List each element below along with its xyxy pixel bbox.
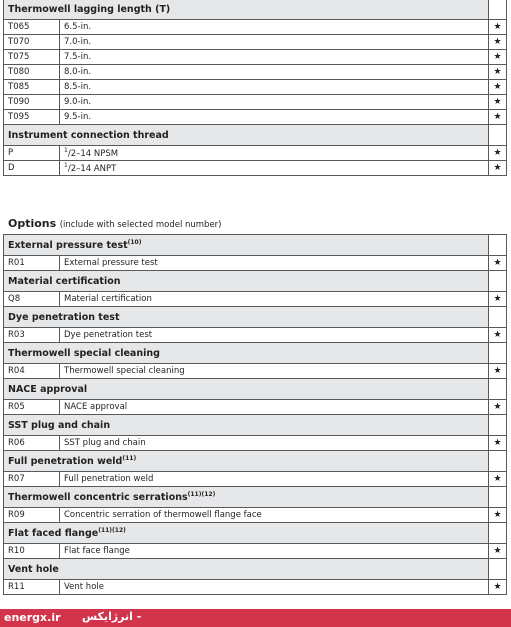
table-row <box>4 80 507 95</box>
table-row <box>4 20 507 35</box>
header-blank-cell <box>489 379 507 400</box>
option-header-row <box>4 271 507 292</box>
table-row <box>4 292 507 307</box>
footnote-ref: (11) <box>122 454 137 462</box>
option-description <box>60 364 489 379</box>
description-text: 9.0-in. <box>64 97 92 107</box>
description-text: 8.0-in. <box>64 67 92 77</box>
description-text: 7.5-in. <box>64 52 92 62</box>
standard-offering-star: ★ <box>489 110 507 125</box>
option-description <box>60 110 489 125</box>
description-text: 7.0-in. <box>64 37 92 47</box>
table-row <box>4 580 507 595</box>
option-header-row <box>4 307 507 328</box>
model-code: T070 <box>4 35 60 50</box>
section-header-text: Flat faced flange <box>8 528 99 540</box>
option-description <box>60 544 489 559</box>
header-blank-cell <box>489 307 507 328</box>
header-blank-cell <box>489 0 507 20</box>
section-header <box>4 125 489 146</box>
standard-offering-star: ★ <box>489 95 507 110</box>
option-description <box>60 472 489 487</box>
section-header-text: Thermowell concentric serrations <box>8 492 188 504</box>
section-header <box>4 523 489 544</box>
option-header-row <box>4 487 507 508</box>
description-text: Full penetration weld <box>64 474 154 484</box>
option-header-row <box>4 415 507 436</box>
model-code: R07 <box>4 472 60 487</box>
section-header <box>4 235 489 256</box>
standard-offering-star: ★ <box>489 472 507 487</box>
section-header-text: Full penetration weld <box>8 456 123 468</box>
section-header-text: Instrument connection thread <box>8 129 169 141</box>
option-description <box>60 161 489 176</box>
table-row <box>4 400 507 415</box>
standard-offering-star: ★ <box>489 50 507 65</box>
description-text: 6.5-in. <box>64 22 92 32</box>
standard-offering-star: ★ <box>489 20 507 35</box>
standard-offering-star: ★ <box>489 436 507 451</box>
section-header <box>4 271 489 292</box>
model-code: R09 <box>4 508 60 523</box>
table-row <box>4 50 507 65</box>
table-row <box>4 146 507 161</box>
table-row <box>4 544 507 559</box>
table-row <box>4 436 507 451</box>
model-code: R06 <box>4 436 60 451</box>
header-blank-cell <box>489 235 507 256</box>
table-row <box>4 508 507 523</box>
header-blank-cell <box>489 125 507 146</box>
standard-offering-star: ★ <box>489 580 507 595</box>
standard-offering-star: ★ <box>489 544 507 559</box>
table-row <box>4 472 507 487</box>
option-description <box>60 35 489 50</box>
model-code: R05 <box>4 400 60 415</box>
section-header <box>4 487 489 508</box>
description-text: Thermowell special cleaning <box>64 366 185 376</box>
footer-domain-link[interactable]: energx.ir <box>4 611 61 624</box>
table-row <box>4 328 507 343</box>
section-header-text: Material certification <box>8 275 121 287</box>
header-blank-cell <box>489 271 507 292</box>
option-description <box>60 256 489 271</box>
model-code: P <box>4 146 60 161</box>
model-code: T080 <box>4 65 60 80</box>
description-text: /2–14 NPSM <box>67 148 119 159</box>
section-header <box>4 415 489 436</box>
standard-offering-star: ★ <box>489 400 507 415</box>
model-code: D <box>4 161 60 176</box>
table-row <box>4 65 507 80</box>
option-description <box>60 65 489 80</box>
model-code: T090 <box>4 95 60 110</box>
section-header-text: Vent hole <box>8 563 59 575</box>
table-row <box>4 364 507 379</box>
fraction-numerator: 1 <box>64 147 68 155</box>
header-blank-cell <box>489 523 507 544</box>
standard-offering-star: ★ <box>489 146 507 161</box>
section-header <box>4 379 489 400</box>
standard-offering-star: ★ <box>489 35 507 50</box>
standard-offering-star: ★ <box>489 364 507 379</box>
option-header-row <box>4 523 507 544</box>
lagging-header-row <box>4 0 507 20</box>
option-description <box>60 50 489 65</box>
section-header-text: SST plug and chain <box>8 419 111 431</box>
description-text: SST plug and chain <box>64 438 146 448</box>
standard-offering-star: ★ <box>489 256 507 271</box>
standard-offering-star: ★ <box>489 65 507 80</box>
section-header-text: External pressure test <box>8 240 128 252</box>
description-text: 9.5-in. <box>64 112 92 122</box>
option-description <box>60 95 489 110</box>
model-code: R04 <box>4 364 60 379</box>
section-header <box>4 0 489 20</box>
description-text: /2–14 ANPT <box>67 163 117 174</box>
thread-header-row <box>4 125 507 146</box>
footer-banner <box>0 609 511 627</box>
model-code: T085 <box>4 80 60 95</box>
footnote-ref: (10) <box>127 238 142 246</box>
standard-offering-star: ★ <box>489 508 507 523</box>
description-text: Material certification <box>64 294 152 304</box>
model-code: R11 <box>4 580 60 595</box>
option-description <box>60 400 489 415</box>
options-subtitle: (include with selected model number) <box>59 220 222 230</box>
option-description <box>60 436 489 451</box>
description-text: External pressure test <box>64 258 158 268</box>
option-header-row <box>4 559 507 580</box>
standard-offering-star: ★ <box>489 80 507 95</box>
table-row <box>4 110 507 125</box>
option-description <box>60 146 489 161</box>
description-text: Concentric serration of thermowell flange face <box>64 510 262 520</box>
section-header <box>4 307 489 328</box>
options-title: Options <box>8 217 57 230</box>
section-header <box>4 451 489 472</box>
header-blank-cell <box>489 487 507 508</box>
option-description <box>60 328 489 343</box>
header-blank-cell <box>489 451 507 472</box>
table-row <box>4 35 507 50</box>
description-text: Vent hole <box>64 582 104 592</box>
fraction-numerator: 1 <box>64 162 68 170</box>
option-header-row <box>4 451 507 472</box>
option-header-row <box>4 379 507 400</box>
section-header-text: NACE approval <box>8 383 88 395</box>
description-text: 8.5-in. <box>64 82 92 92</box>
standard-offering-star: ★ <box>489 328 507 343</box>
options-table <box>3 234 507 595</box>
option-header-row <box>4 235 507 256</box>
model-code: T075 <box>4 50 60 65</box>
option-description <box>60 580 489 595</box>
description-text: Dye penetration test <box>64 330 153 340</box>
model-code: T095 <box>4 110 60 125</box>
lagging-and-thread-table <box>3 0 507 176</box>
section-header-text: Dye penetration test <box>8 311 120 323</box>
option-description <box>60 80 489 95</box>
header-blank-cell <box>489 415 507 436</box>
model-code: R10 <box>4 544 60 559</box>
option-description <box>60 292 489 307</box>
section-header <box>4 343 489 364</box>
table-row <box>4 95 507 110</box>
option-header-row <box>4 343 507 364</box>
option-description <box>60 508 489 523</box>
header-blank-cell <box>489 559 507 580</box>
model-code: T065 <box>4 20 60 35</box>
footer-brand-text: انرژایکس - <box>82 610 142 623</box>
section-header <box>4 559 489 580</box>
option-description <box>60 20 489 35</box>
header-blank-cell <box>489 343 507 364</box>
model-code: R01 <box>4 256 60 271</box>
table-row <box>4 161 507 176</box>
model-code: R03 <box>4 328 60 343</box>
model-code: Q8 <box>4 292 60 307</box>
footnote-ref: (11)(12) <box>187 490 216 498</box>
section-header-text: Thermowell lagging length (T) <box>8 3 171 15</box>
standard-offering-star: ★ <box>489 292 507 307</box>
description-text: Flat face flange <box>64 546 130 556</box>
standard-offering-star: ★ <box>489 161 507 176</box>
footnote-ref: (11)(12) <box>98 526 126 534</box>
description-text: NACE approval <box>64 402 128 412</box>
table-row <box>4 256 507 271</box>
section-header-text: Thermowell special cleaning <box>8 347 160 359</box>
options-heading <box>8 217 222 230</box>
